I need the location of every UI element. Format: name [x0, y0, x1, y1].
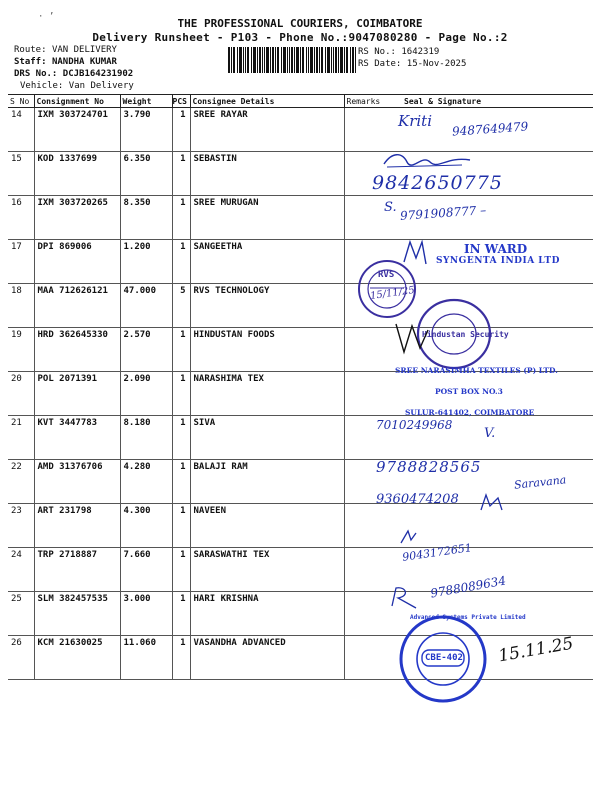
row-remarks — [344, 416, 378, 460]
signature-14-phone: 9487649479 — [451, 119, 529, 139]
row-remarks — [344, 108, 378, 152]
row-remarks — [344, 196, 378, 240]
row-weight: 6.350 — [120, 152, 172, 196]
row-consignee: HINDUSTAN FOODS — [190, 328, 344, 372]
signature-23-mark — [478, 492, 504, 514]
rvs-stamp-date: 15/11/25 — [369, 284, 416, 303]
signature-16-phone: 9791908777 – — [399, 203, 487, 223]
inward-stamp — [414, 242, 584, 272]
rs-date-value: 15-Nov-2025 — [406, 59, 467, 69]
row-remarks — [344, 636, 378, 680]
row-consignment-no: DPI 869006 — [34, 240, 120, 284]
row-pcs: 1 — [172, 240, 190, 284]
row-consignment-no: SLM 382457535 — [34, 592, 120, 636]
row-sno: 18 — [8, 284, 34, 328]
row-consignee: SEBASTIN — [190, 152, 344, 196]
row-consignment-no: AMD 31376706 — [34, 460, 120, 504]
row-consignment-no: KOD 1337699 — [34, 152, 120, 196]
inward-stamp-line1: IN WARD — [464, 242, 528, 256]
row-weight: 47.000 — [120, 284, 172, 328]
row-consignment-no: ART 231798 — [34, 504, 120, 548]
row-sno: 22 — [8, 460, 34, 504]
rs-number-label: RS No.: — [358, 47, 396, 57]
row-consignee: SIVA — [190, 416, 344, 460]
row-sno: 16 — [8, 196, 34, 240]
rs-number-value: 1642319 — [401, 47, 440, 57]
narasimha-stamp-line2: POST BOX NO.3 — [435, 387, 503, 396]
column-header-consignee: Consignee Details — [190, 95, 344, 108]
table-row — [8, 460, 593, 504]
staff-line — [14, 57, 117, 67]
row-sno: 25 — [8, 592, 34, 636]
row-weight: 8.350 — [120, 196, 172, 240]
row-sno: 19 — [8, 328, 34, 372]
row-consignee: NARASHIMA TEX — [190, 372, 344, 416]
row-remarks — [344, 372, 378, 416]
signature-16-name: S. — [384, 200, 397, 215]
row-weight: 3.790 — [120, 108, 172, 152]
row-weight: 2.570 — [120, 328, 172, 372]
row-pcs: 1 — [172, 548, 190, 592]
signature-24-phone: 9043172651 — [401, 541, 473, 564]
row-consignment-no: HRD 362645330 — [34, 328, 120, 372]
signature-24-mark — [398, 528, 418, 546]
signature-26-date: 15.11.25 — [496, 633, 575, 667]
row-weight: 2.090 — [120, 372, 172, 416]
signature-21-name: V. — [484, 426, 496, 441]
row-sno: 23 — [8, 504, 34, 548]
row-pcs: 1 — [172, 152, 190, 196]
rs-date-label: RS Date: — [358, 59, 402, 69]
barcode-image — [228, 47, 356, 73]
row-sno: 24 — [8, 548, 34, 592]
column-header-sno: S No — [8, 95, 34, 108]
route-line — [14, 45, 117, 55]
table-row — [8, 196, 593, 240]
row-consignee: VASANDHA ADVANCED — [190, 636, 344, 680]
row-remarks — [344, 504, 378, 548]
row-weight: 4.300 — [120, 504, 172, 548]
column-header-weight: Weight — [120, 95, 172, 108]
row-sno: 20 — [8, 372, 34, 416]
row-pcs: 1 — [172, 636, 190, 680]
row-consignee: HARI KRISHNA — [190, 592, 344, 636]
signature-21-phone: 7010249968 — [376, 418, 453, 432]
column-header-remarks: Remarks — [344, 95, 378, 108]
row-consignment-no: MAA 712626121 — [34, 284, 120, 328]
row-pcs: 1 — [172, 196, 190, 240]
advanced-systems-stamp-center: CBE-402 — [425, 653, 463, 663]
row-consignee: RVS TECHNOLOGY — [190, 284, 344, 328]
row-consignee: BALAJI RAM — [190, 460, 344, 504]
row-weight: 4.280 — [120, 460, 172, 504]
row-weight: 8.180 — [120, 416, 172, 460]
row-pcs: 1 — [172, 504, 190, 548]
row-consignment-no: TRP 2718887 — [34, 548, 120, 592]
row-sno: 14 — [8, 108, 34, 152]
narasimha-stamp — [395, 366, 558, 417]
row-consignee: SANGEETHA — [190, 240, 344, 284]
advanced-systems-stamp-text: Advanced Systems Private Limited — [410, 614, 526, 621]
row-sno: 15 — [8, 152, 34, 196]
hindustan-security-label: Hindustan Security — [422, 330, 509, 339]
drs-line — [14, 69, 133, 79]
table-row — [8, 284, 593, 328]
row-remarks — [344, 460, 378, 504]
drs-value: DCJB164231902 — [62, 69, 134, 79]
route-value: VAN DELIVERY — [51, 45, 117, 55]
column-header-signature: Seal & Signature — [378, 95, 593, 108]
corner-marks: · ’ — [38, 12, 55, 22]
signature-25-phone: 9788089634 — [429, 573, 507, 601]
row-consignee: SREE MURUGAN — [190, 196, 344, 240]
signature-15-phone: 9842650775 — [372, 172, 503, 194]
row-weight: 7.660 — [120, 548, 172, 592]
narasimha-stamp-line1: SREE NARASIMHA TEXTILES (P) LTD. — [395, 366, 558, 375]
row-weight: 3.000 — [120, 592, 172, 636]
row-consignment-no: IXM 303724701 — [34, 108, 120, 152]
route-label: Route: — [14, 45, 47, 55]
row-sno: 26 — [8, 636, 34, 680]
staff-value: NANDHA KUMAR — [51, 57, 117, 67]
signature-25-mark — [388, 584, 424, 610]
staff-label: Staff: — [14, 57, 47, 67]
document-subtitle: Delivery Runsheet - P103 - Phone No.:9047080280 - Page No.:2 — [92, 31, 508, 44]
row-pcs: 1 — [172, 108, 190, 152]
table-row — [8, 416, 593, 460]
column-header-pcs: PCS — [172, 95, 190, 108]
row-weight: 11.060 — [120, 636, 172, 680]
row-remarks — [344, 592, 378, 636]
row-pcs: 1 — [172, 328, 190, 372]
vehicle-value: Van Delivery — [68, 81, 134, 91]
rs-date-line — [358, 59, 466, 69]
table-row — [8, 504, 593, 548]
vehicle-label: Vehicle: — [20, 81, 64, 91]
drs-label: DRS No.: — [14, 69, 58, 79]
table-header-row — [8, 95, 593, 108]
row-consignee: SREE RAYAR — [190, 108, 344, 152]
rs-number-line — [358, 47, 439, 57]
signature-22-phone: 9788828565 — [376, 458, 482, 476]
row-sno: 17 — [8, 240, 34, 284]
narasimha-stamp-line3: SULUR-641402, COIMBATORE — [405, 408, 535, 417]
document-title: THE PROFESSIONAL COURIERS, COIMBATORE — [177, 17, 423, 30]
table-row — [8, 152, 593, 196]
inward-stamp-line2: SYNGENTA INDIA LTD — [436, 256, 560, 266]
row-sno: 21 — [8, 416, 34, 460]
row-consignment-no: POL 2071391 — [34, 372, 120, 416]
vehicle-line — [20, 81, 134, 91]
row-consignment-no: KVT 3447783 — [34, 416, 120, 460]
row-pcs: 5 — [172, 284, 190, 328]
row-pcs: 1 — [172, 592, 190, 636]
row-weight: 1.200 — [120, 240, 172, 284]
signature-15-scribble — [382, 150, 472, 170]
row-remarks — [344, 328, 378, 372]
rvs-stamp-label: RVS — [378, 270, 395, 280]
signature-14-name: Kriti — [398, 112, 432, 130]
row-pcs: 1 — [172, 460, 190, 504]
row-remarks — [344, 548, 378, 592]
signature-22-name: Saravana — [513, 473, 567, 492]
row-consignment-no: IXM 303720265 — [34, 196, 120, 240]
row-pcs: 1 — [172, 372, 190, 416]
signature-19-scribble — [392, 318, 432, 358]
row-pcs: 1 — [172, 416, 190, 460]
row-consignee: SARASWATHI TEX — [190, 548, 344, 592]
column-header-consignment: Consignment No — [34, 95, 120, 108]
row-consignee: NAVEEN — [190, 504, 344, 548]
row-consignment-no: KCM 21630025 — [34, 636, 120, 680]
signature-23-phone: 9360474208 — [376, 492, 459, 507]
